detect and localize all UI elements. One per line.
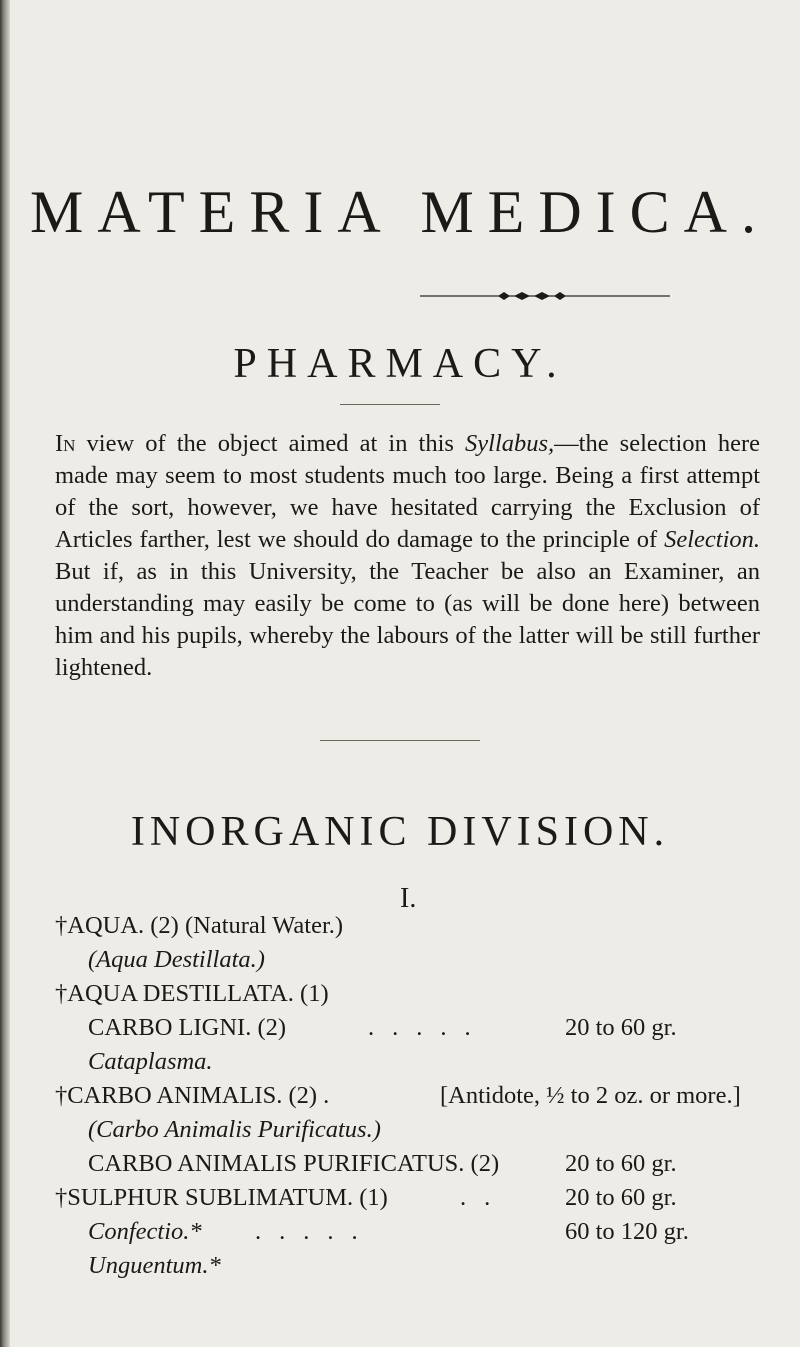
ornament-divider — [420, 290, 670, 302]
intro-syllabus: Syllabus, — [465, 430, 555, 457]
section-heading-inorganic: INORGANIC DIVISION. — [130, 809, 670, 855]
leader-dots: ..... — [368, 1014, 489, 1041]
intro-selection: Selection. — [664, 526, 760, 553]
entry-aqua-destillata: †AQUA DESTILLATA. (1) — [55, 980, 329, 1007]
intro-text-1: view of the object aimed at in this — [75, 430, 466, 457]
intro-lead: In — [55, 430, 76, 457]
entry-carbo-animalis-purificatus-ref: (Carbo Animalis Purificatus.) — [88, 1116, 381, 1143]
section-number: I. — [400, 883, 417, 914]
entry-carbo-animalis-purificatus: CARBO ANIMALIS PURIFICATUS. (2) — [88, 1150, 500, 1177]
dose-carbo-animalis-purificatus: 20 to 60 gr. — [565, 1150, 677, 1177]
antidote-note: [Antidote, ½ to 2 oz. or more.] — [440, 1082, 741, 1109]
page-title: MATERIA MEDICA. — [29, 179, 770, 245]
dose-carbo-ligni: 20 to 60 gr. — [565, 1014, 677, 1041]
dose-confectio: 60 to 120 gr. — [565, 1218, 689, 1245]
entry-confectio: Confectio.* — [88, 1218, 202, 1245]
leader-dots: .. — [460, 1184, 509, 1211]
entry-cataplasma: Cataplasma. — [88, 1048, 213, 1075]
entry-unguentum: Unguentum.* — [88, 1252, 221, 1279]
divider-rule — [340, 404, 440, 405]
entry-aqua-destillata-ref: (Aqua Destillata.) — [88, 946, 265, 973]
entry-carbo-animalis: †CARBO ANIMALIS. (2) . — [55, 1082, 330, 1109]
section-heading-pharmacy: PHARMACY. — [233, 341, 567, 387]
intro-text-2: —the selection here made may seem to most students much too large. Being a first attempt of the sort, however, we have hesitated carrying the Exclusion of Articles farther, lest we should do damage to the principle of — [55, 430, 761, 553]
entry-carbo-ligni: CARBO LIGNI. (2) — [88, 1014, 287, 1041]
intro-paragraph — [55, 428, 760, 684]
entry-sulphur-sublimatum: †SULPHUR SUBLIMATUM. (1) — [55, 1184, 388, 1211]
leader-dots: ..... — [255, 1218, 376, 1245]
dose-sulphur-sublimatum: 20 to 60 gr. — [565, 1184, 677, 1211]
divider-rule — [320, 740, 480, 741]
entry-aqua: †AQUA. (2) (Natural Water.) — [55, 912, 344, 939]
intro-text-3: But if, as in this University, the Teacher be also an Examiner, an understanding may easily be come to (as will be done here) between him and his pupils, whereby the labours of the latter will be still further lightened. — [55, 558, 760, 681]
